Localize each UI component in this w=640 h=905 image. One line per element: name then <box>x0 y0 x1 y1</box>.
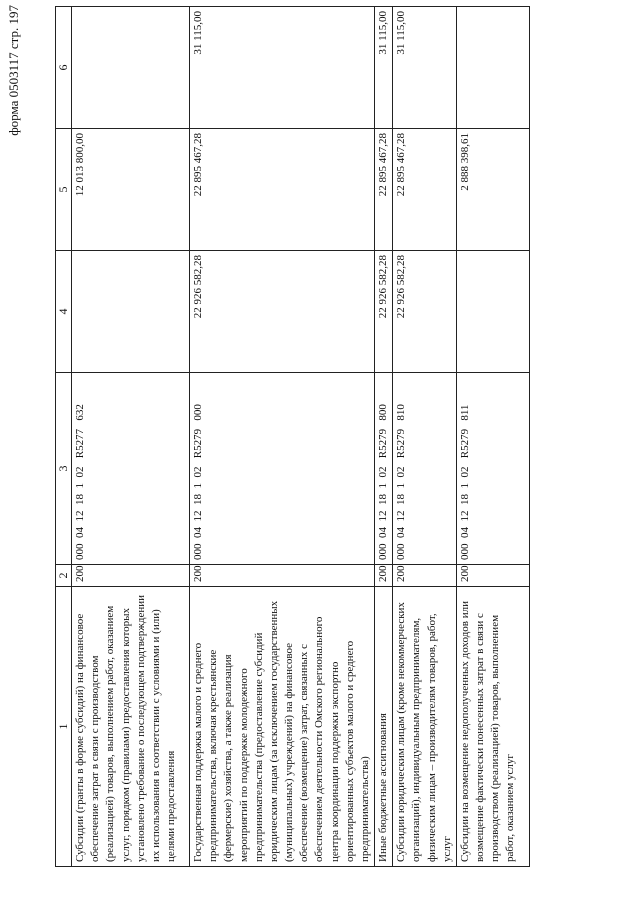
table-row <box>456 7 529 867</box>
column-number: 3 <box>56 373 72 565</box>
executed-amount: 22 895 467,28 <box>393 129 457 251</box>
approved-amount <box>456 251 529 373</box>
budget-execution-table <box>55 6 530 867</box>
column-number: 4 <box>56 251 72 373</box>
executed-amount: 12 013 800,00 <box>72 129 190 251</box>
form-header: форма 0503117 стр. 197 <box>6 5 21 136</box>
column-number: 2 <box>56 565 72 587</box>
indicator-name: Иные бюджетные ассигнования <box>375 587 393 867</box>
executed-amount: 22 895 467,28 <box>190 129 375 251</box>
unexecuted-amount <box>456 7 529 129</box>
column-number: 6 <box>56 7 72 129</box>
table-row <box>72 7 190 867</box>
executed-amount: 2 888 398,61 <box>456 129 529 251</box>
line-code: 200 <box>456 565 529 587</box>
indicator-name: Субсидии юридическим лицам (кроме некоммерческих организаций), индивидуальным предпринимателям, физическим лицам – производителям товаров, работ, услуг <box>393 587 457 867</box>
approved-amount: 22 926 582,28 <box>375 251 393 373</box>
line-code: 200 <box>72 565 190 587</box>
indicator-name: Государственная поддержка малого и среднего предпринимательства, включая крестьянские (фермерские) хозяйства, а также реализация мероприятий по поддержке молодежного предпринимательства (предоставление субсидий юридическим лицам (за исключением государственных (муниципальных) учреждений) на финансовое обеспечение (возмещение) затрат, связанных с обеспечением деятельности Омского регионального центра координации поддержки экспортно ориентированных субъектов малого и среднего предпринимательства) <box>190 587 375 867</box>
column-number: 5 <box>56 129 72 251</box>
approved-amount <box>72 251 190 373</box>
indicator-name: Субсидии (гранты в форме субсидий) на финансовое обеспечение затрат в связи с производством (реализацией) товаров, выполнением работ, оказанием услуг, порядком (правилами) предоставления которых установлено требование о последующем подтверждении их использования в соответствии с условиями и (или) целями предоставления <box>72 587 190 867</box>
table-row <box>190 7 375 867</box>
classification-code: 000 04 12 18 1 02 R5279 800 <box>375 373 393 565</box>
line-code: 200 <box>393 565 457 587</box>
approved-amount: 22 926 582,28 <box>190 251 375 373</box>
classification-code: 000 04 12 18 1 02 R5279 000 <box>190 373 375 565</box>
line-code: 200 <box>375 565 393 587</box>
column-number-row <box>56 7 72 867</box>
line-code: 200 <box>190 565 375 587</box>
classification-code: 000 04 12 18 1 02 R5279 810 <box>393 373 457 565</box>
classification-code: 000 04 12 18 1 02 R5279 811 <box>456 373 529 565</box>
executed-amount: 22 895 467,28 <box>375 129 393 251</box>
classification-code: 000 04 12 18 1 02 R5277 632 <box>72 373 190 565</box>
approved-amount: 22 926 582,28 <box>393 251 457 373</box>
unexecuted-amount: 31 115,00 <box>375 7 393 129</box>
indicator-name: Субсидии на возмещение недополученных доходов или возмещение фактически понесенных затрат в связи с производством (реализацией) товаров, выполнением работ, оказанием услуг <box>456 587 529 867</box>
table-row <box>375 7 393 867</box>
unexecuted-amount: 31 115,00 <box>393 7 457 129</box>
column-number: 1 <box>56 587 72 867</box>
table-row <box>393 7 457 867</box>
unexecuted-amount: 31 115,00 <box>190 7 375 129</box>
unexecuted-amount <box>72 7 190 129</box>
